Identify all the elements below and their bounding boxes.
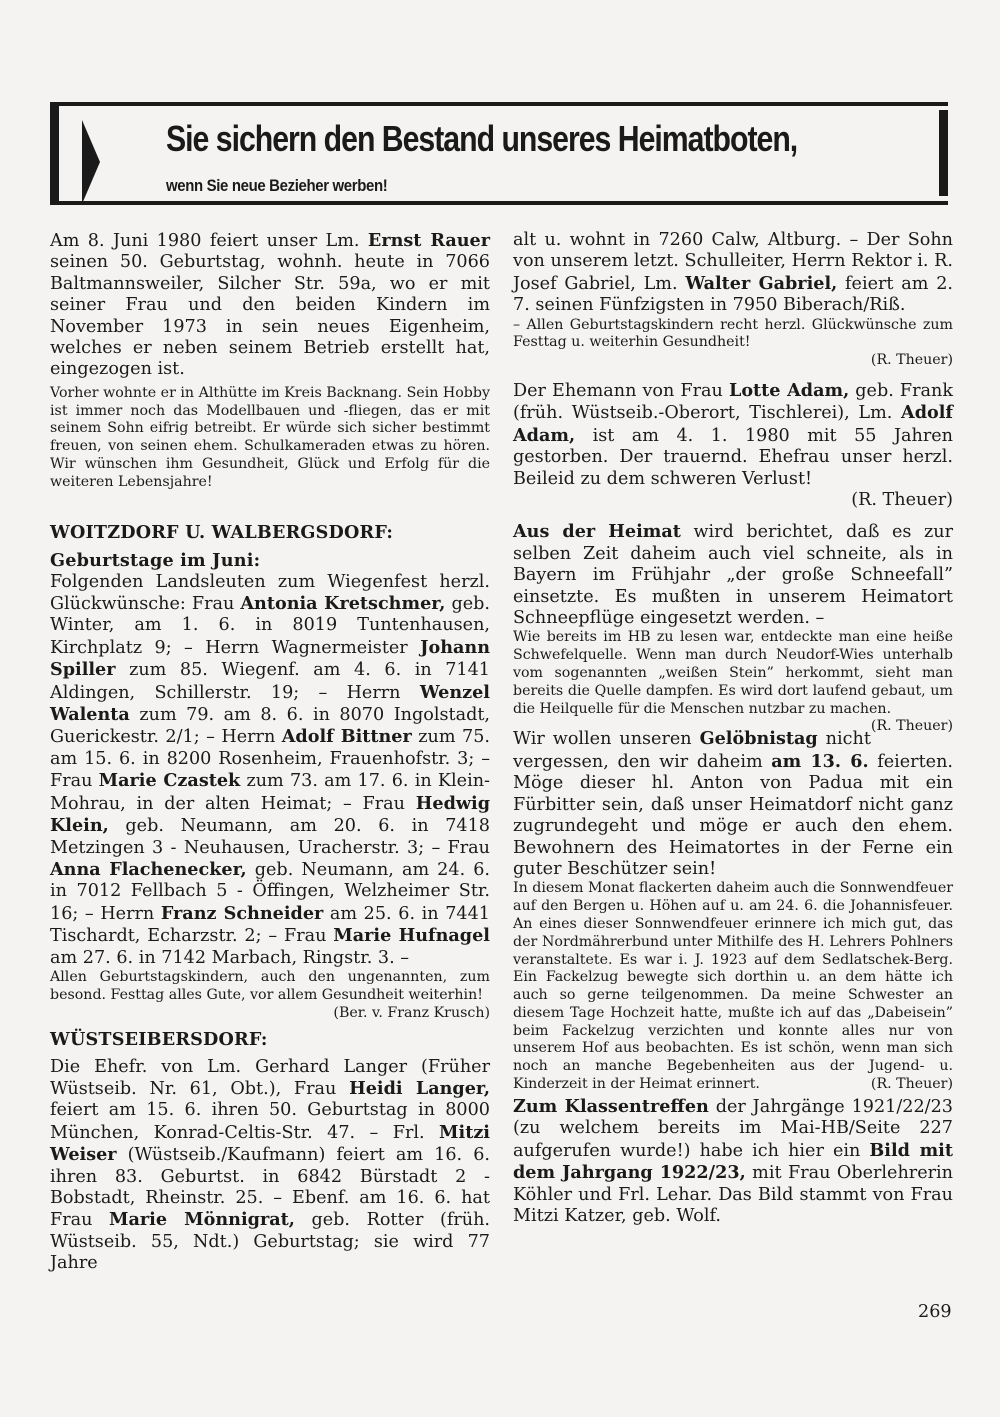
signature: (R. Theuer) <box>851 490 953 511</box>
subheading-birthdays-june: Geburtstage im Juni: <box>50 549 261 571</box>
article-adam-obituary: Der Ehemann von Frau Lotte Adam, geb. Frank (früh. Wüstseib.-Oberort, Tischlerei), Lm. Adolf Adam, ist am 4. 1. 1980 mit 55 Jahren gestorben. Der trauernd. Ehefrau unser herzl. Beileid zu dem schweren Verlust! <box>513 380 953 489</box>
article-schwefelquelle: Wie bereits im HB zu lesen war, entdeckte man eine heiße Schwefelquelle. Wenn man durch Neudorf-Wies unterhalb vom sogenannten „weißen Stein” herkommt, sieht man bereits die Quelle dampfen. Es wird dort laufend gebaut, um die Heilquelle für die Menschen nutzbar zu machen. (R. Theuer) <box>513 629 953 735</box>
article-wuestseibersdorf: Die Ehefr. von Lm. Gerhard Langer (Früher Wüstseib. Nr. 61, Obt.), Frau Heidi Langer, feiert am 15. 6. ihren 50. Geburtstag in 8000 München, Konrad-Celtis-Str. 47. – Frl. Mitzi Weiser (Wüstseib./Kaufmann) feiert am 16. 6. ihren 83. Geburtst. in 6842 Bürstadt 2 - Bobstadt, Rheinstr. 25. – Ebenf. am 16. 6. hat Frau Marie Mönnigrat, geb. Rotter (früh. Wüstseib. 55, Ndt.) Geburtstag; sie wird 77 Jahre <box>50 1056 490 1274</box>
left-column <box>50 230 490 1275</box>
signature: (R. Theuer) <box>870 718 953 735</box>
article-rauer: Am 8. Juni 1980 feiert unser Lm. Ernst Rauer seinen 50. Geburtstag, wohnh. heute in 7066 Baltmannsweiler, Silcher Str. 59a, wo er mit seiner Frau und den beiden Kindern im November 1973 in sein neues Eigenheim, welches er neben seinem Betrieb erstellt hat, eingezogen ist. <box>50 230 491 380</box>
right-column <box>513 230 953 1227</box>
article-woitzdorf-birthdays: Folgenden Landsleuten zum Wiegenfest herzl. Glückwünsche: Frau Antonia Kretschmer, geb. Winter, am 1. 6. in 8019 Tuntenhausen, Kirchplatz 9; – Herrn Wagnermeister Johann Spiller zum 85. Wiegenf. am 4. 6. in 7141 Aldingen, Schillerstr. 19; – Herrn Wenzel Walenta zum 79. am 8. 6. in 8070 Ingolstadt, Guerickestr. 2/1; – Herrn Adolf Bittner zum 75. am 15. 6. in 8200 Rosenheim, Frauenhofstr. 3; – Frau Marie Czastek zum 73. am 17. 6. in Klein-Mohrau, in der alten Heimat; – Frau Hedwig Klein, geb. Neumann, am 20. 6. in 7418 Metzingen 3 - Neuhausen, Uracherstr. 3; – Frau Anna Flachenecker, geb. Neumann, am 24. 6. in 7012 Fellbach 5 - Öffingen, Welzheimer Str. 16; – Herrn Franz Schneider am 25. 6. in 7441 Tischardt, Echarzstr. 2; – Frau Marie Hufnagel am 27. 6. in 7142 Marbach, Ringstr. 3. – <box>50 571 491 968</box>
gabriel-closing: – Allen Geburtstagskindern recht herzl. Glückwünsche zum Festtag u. weiterhin Gesundheit! <box>513 316 953 351</box>
signature: (Ber. v. Franz Krusch) <box>333 1004 490 1021</box>
banner-right-bar <box>939 110 948 196</box>
section-heading-wuestseibersdorf: WÜSTSEIBERSDORF: <box>50 1028 268 1050</box>
banner-headline: Sie sichern den Bestand unseres Heimatboten, <box>166 118 798 159</box>
article-aus-der-heimat: Aus der Heimat wird berichtet, daß es zur selben Zeit daheim auch viel schneite, als in Bayern im Frühjahr „der große Schneefall” einsetzte. Es mußten in unserem Heimatort Schneepflüge eingesetzt werden. – <box>513 521 953 629</box>
article-klassentreffen: Zum Klassentreffen der Jahrgänge 1921/22/23 (zu welchem bereits im Mai-HB/Seite 227 aufgerufen wurde!) habe ich hier ein Bild mit dem Jahrgang 1922/23, mit Frau Oberlehrerin Köhler und Frl. Lehar. Das Bild stammt von Frau Mitzi Katzer, geb. Wolf. <box>513 1095 953 1226</box>
arrow-right-icon <box>82 120 100 204</box>
signature: (R. Theuer) <box>870 352 953 369</box>
banner-subline: wenn Sie neue Bezieher werben! <box>166 176 388 195</box>
woitzdorf-closing: Allen Geburtstagskindern, auch den ungenannten, zum besond. Festtag alles Gute, vor allem Gesundheit weiterhin! (Ber. v. Franz Krusch) <box>50 968 490 1021</box>
article-sonnwendfeuer: In diesem Monat flackerten daheim auch die Sonnwendfeuer auf den Bergen u. Höhen auf u. am 24. 6. die Johannisfeuer. An eines dieser Sonnwendfeuer erinnere ich mich gut, das der Nordmährerbund unter Mithilfe des H. Lehrers Pohlners veranstaltete. Es war i. J. 1923 auf dem Sedlatschek-Berg. Ein Fackelzug bewegte sich dorthin u. an dem hätte ich auch so gerne teilgenommen. Da meine Schwester an diesem Tage Hochzeit hatte, mußte ich auf das „Dabeisein” beim Fackelzug verzichten und konnte alles nur von unserem Hof aus beobachten. Es ist schön, wenn man sich noch an manche Begebenheiten aus der Jugend- u. Kinderzeit in der Heimat erinnert. (R. Theuer) <box>513 880 953 1093</box>
article-gabriel: alt u. wohnt in 7260 Calw, Altburg. – Der Sohn von unserem letzt. Schulleiter, Herrn Rektor i. R. Josef Gabriel, Lm. Walter Gabriel, feiert am 2. 7. seinen Fünfzigsten in 7950 Biberach/Riß. <box>513 230 953 316</box>
section-heading-woitzdorf: WOITZDORF U. WALBERGSDORF: <box>50 521 394 543</box>
signature: (R. Theuer) <box>870 1076 953 1093</box>
person-name: Ernst Rauer <box>367 230 491 251</box>
banner-left-bar <box>50 106 59 201</box>
subscription-banner <box>50 102 948 205</box>
page-number: 269 <box>918 1302 952 1322</box>
article-rauer-details: Vorher wohnte er in Althütte im Kreis Backnang. Sein Hobby ist immer noch das Modellbauen und -fliegen, das er mit seinem Sohn eifrig betreibt. Er würde sich sicher bestimmt freuen, von seinen ehem. Schulkameraden etwas zu hören. Wir wünschen ihm Gesundheit, Glück und Erfolg für die weiteren Lebensjahre! <box>50 384 490 490</box>
article-geloebnistag: Wir wollen unseren Gelöbnistag nicht vergessen, den wir daheim am 13. 6. feierten. Möge dieser hl. Anton von Padua mit ein Fürbitter sein, daß unser Heimatdorf nicht ganz zugrundegeht und möge er auch den ehem. Bewohnern des Heimatortes in der Ferne ein guter Beschützer sein! <box>513 728 954 879</box>
